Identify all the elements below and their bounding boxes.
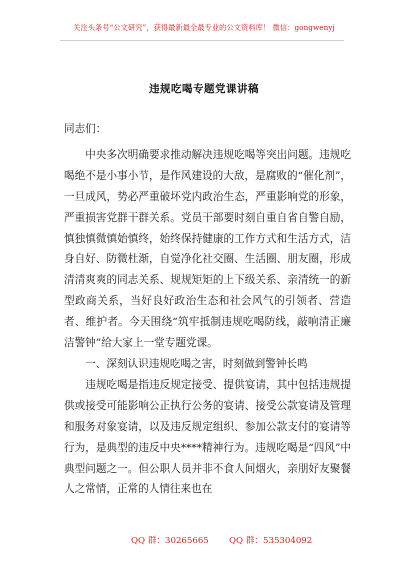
footer-qq-group-2: QQ 群：535304092 (229, 536, 313, 546)
header-divider (60, 40, 344, 41)
paragraph-intro: 中央多次明确要求推动解决违规吃喝等突出问题。违规吃喝绝不是小事小节，是作风建设的大敌，是腐败的“催化剂”，一旦成风，势必严重破坏党内政治生态，严重影响党的形象，严重损害党群干群关系。党员干部要时刻自重自省自警自励，慎独慎微慎始慎终，始终保持健康的工作方式和生活方式，洁身自好、防微杜渐，自觉净化社交圈、生活圈、朋友圈，形成清清爽爽的同志关系、规规矩矩的上下级关系、亲清统一的新型政商关系，当好良好政治生态和社会风气的引领者、营造者、维护者。今天围绕“筑牢抵制违规吃喝防线，敲响清正廉洁警钟”给大家上一堂专题党课。 (64, 148, 351, 350)
salutation: 同志们： (64, 123, 107, 135)
document-title: 违规吃喝专题党课讲稿 (149, 83, 259, 95)
header-banner: 关注头条号“公文研究”，获得最新最全最专业的公文资料库！ 微信：gongwenyj (73, 23, 335, 32)
paragraph-body: 违规吃喝是指违反规定接受、提供宴请，其中包括违规提供或接受可能影响公正执行公务的宴请、接受公款宴请及管理和服务对象宴请，以及违反规定组织、参加公款支付的宴请等行为，是典型的违反中央****精神行为。违规吃喝是“四风”中典型问题之一。但公职人员并非不食人间烟火，亲朋好友聚餐人之常情，正常的人情往来也在 (64, 378, 351, 496)
document-body (64, 119, 351, 500)
footer-qq-group-1: QQ 群：30265665 (131, 536, 209, 546)
section-heading: 一、深刻认识违规吃喝之害，时刻做到警钟长鸣 (85, 357, 308, 370)
